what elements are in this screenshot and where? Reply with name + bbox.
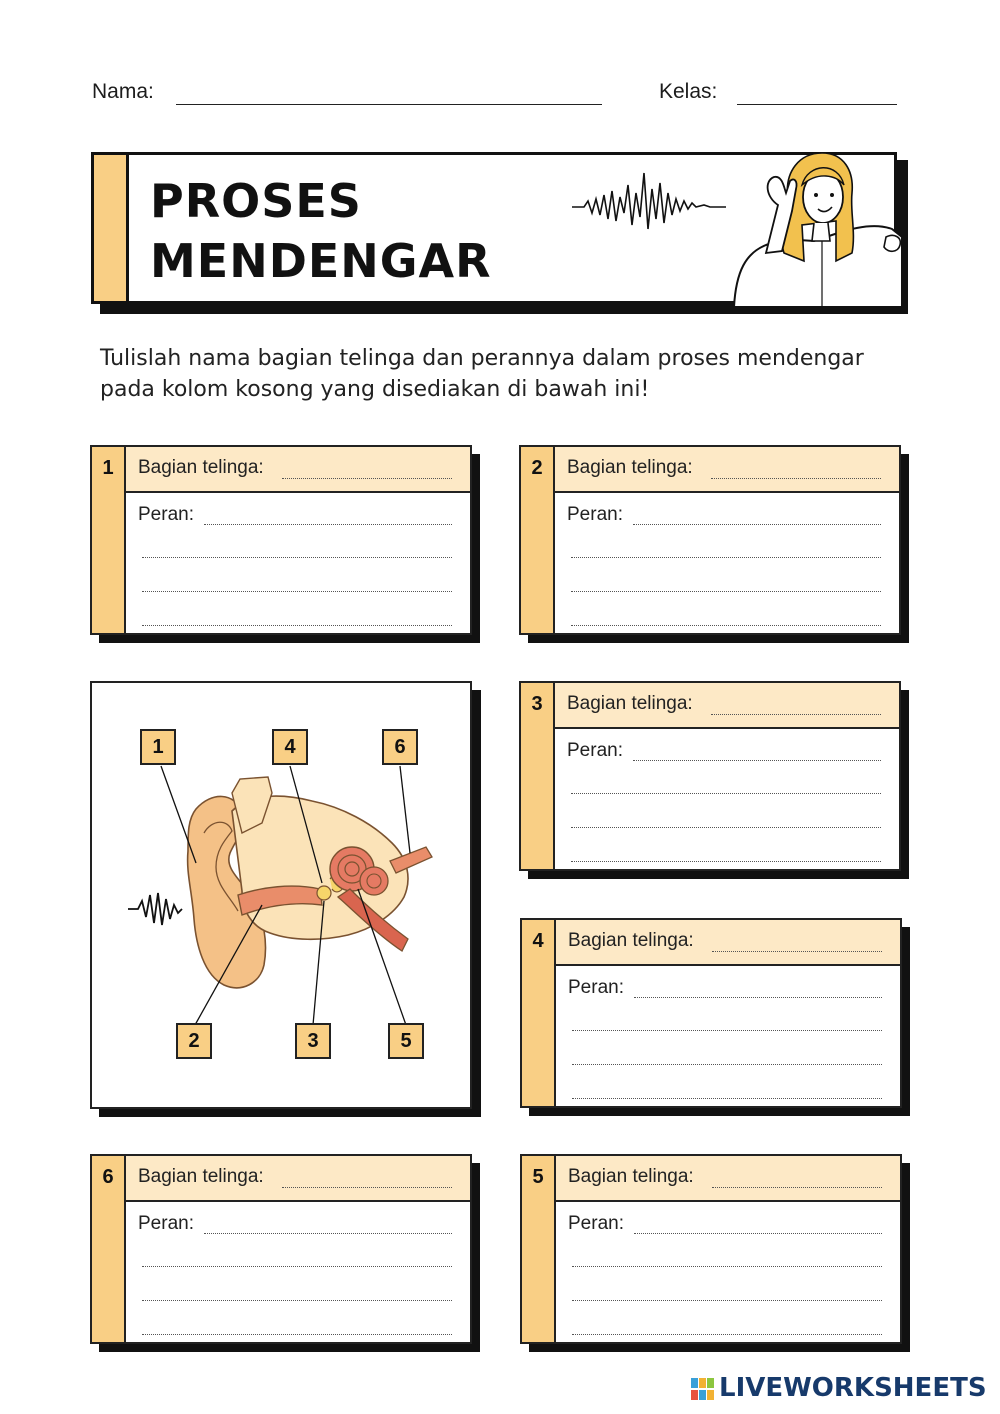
banner-stripe (94, 155, 129, 301)
answer-card-2 (519, 445, 901, 635)
number-column (92, 447, 126, 633)
role-answer-line[interactable] (142, 591, 452, 592)
part-row (555, 683, 899, 729)
card-number: 6 (102, 1166, 114, 1188)
number-column (521, 683, 555, 869)
title-line-2: MENDENGAR (150, 234, 492, 288)
role-answer-line[interactable] (571, 861, 881, 862)
role-answer-line[interactable] (634, 1233, 882, 1234)
diagram-label-2: 2 (176, 1023, 212, 1059)
number-column (522, 1156, 556, 1342)
listening-girl-illustration (726, 141, 902, 307)
part-row (126, 1156, 470, 1202)
part-label: Bagian telinga: (567, 693, 693, 714)
role-answer-line[interactable] (572, 1064, 882, 1065)
part-row (556, 1156, 900, 1202)
role-answer-line[interactable] (572, 1300, 882, 1301)
role-label: Peran: (567, 504, 623, 525)
diagram-label-6: 6 (382, 729, 418, 765)
answer-card-4 (520, 918, 902, 1108)
role-label: Peran: (138, 1213, 194, 1234)
answer-card-5 (520, 1154, 902, 1344)
number-column (522, 920, 556, 1106)
part-row (555, 447, 899, 493)
card-number: 3 (531, 693, 543, 715)
role-answer-line[interactable] (204, 524, 452, 525)
footer-brand (690, 1373, 987, 1403)
part-answer-field[interactable] (712, 951, 882, 952)
role-answer-line[interactable] (571, 591, 881, 592)
instruction-text: Tulislah nama bagian telinga dan perannya dalam proses mendengar pada kolom kosong yang disediakan di bawah ini! (100, 346, 864, 402)
diagram-label-5: 5 (388, 1023, 424, 1059)
role-label: Peran: (567, 740, 623, 761)
part-row (556, 920, 900, 966)
part-label: Bagian telinga: (568, 930, 694, 951)
answer-card-6 (90, 1154, 472, 1344)
card-number: 4 (532, 930, 544, 952)
role-answer-line[interactable] (633, 524, 881, 525)
role-label: Peran: (138, 504, 194, 525)
card-number: 2 (531, 457, 543, 479)
part-label: Bagian telinga: (138, 457, 264, 478)
role-label: Peran: (568, 1213, 624, 1234)
role-answer-line[interactable] (572, 1098, 882, 1099)
class-label: Kelas: (659, 80, 718, 103)
part-row (126, 447, 470, 493)
part-answer-field[interactable] (282, 1187, 452, 1188)
role-answer-line[interactable] (142, 1334, 452, 1335)
role-answer-line[interactable] (571, 557, 881, 558)
answer-card-3 (519, 681, 901, 871)
part-answer-field[interactable] (711, 714, 881, 715)
page-title (150, 171, 492, 291)
role-answer-line[interactable] (571, 625, 881, 626)
role-answer-line[interactable] (142, 557, 452, 558)
role-answer-line[interactable] (572, 1030, 882, 1031)
part-answer-field[interactable] (282, 478, 452, 479)
title-line-1: PROSES (150, 174, 362, 228)
role-answer-line[interactable] (142, 625, 452, 626)
role-answer-line[interactable] (571, 827, 881, 828)
footer-brand-text: LIVEWORKSHEETS (719, 1373, 987, 1403)
sound-wave-icon (570, 163, 730, 233)
diagram-label-3: 3 (295, 1023, 331, 1059)
class-field[interactable] (737, 104, 897, 105)
liveworksheets-logo-icon (690, 1377, 716, 1401)
role-answer-line[interactable] (634, 997, 882, 998)
title-banner (91, 152, 897, 304)
role-answer-line[interactable] (633, 760, 881, 761)
role-answer-line[interactable] (142, 1300, 452, 1301)
name-label: Nama: (92, 80, 154, 103)
role-answer-line[interactable] (204, 1233, 452, 1234)
diagram-label-1: 1 (140, 729, 176, 765)
part-label: Bagian telinga: (568, 1166, 694, 1187)
role-answer-line[interactable] (572, 1266, 882, 1267)
diagram-label-4: 4 (272, 729, 308, 765)
part-answer-field[interactable] (712, 1187, 882, 1188)
card-number: 1 (102, 457, 114, 479)
card-number: 5 (532, 1166, 544, 1188)
name-field[interactable] (176, 104, 602, 105)
number-column (92, 1156, 126, 1342)
part-label: Bagian telinga: (138, 1166, 264, 1187)
answer-card-1 (90, 445, 472, 635)
role-label: Peran: (568, 977, 624, 998)
part-answer-field[interactable] (711, 478, 881, 479)
role-answer-line[interactable] (571, 793, 881, 794)
number-column (521, 447, 555, 633)
role-answer-line[interactable] (142, 1266, 452, 1267)
part-label: Bagian telinga: (567, 457, 693, 478)
ear-diagram-panel (90, 681, 472, 1109)
role-answer-line[interactable] (572, 1334, 882, 1335)
